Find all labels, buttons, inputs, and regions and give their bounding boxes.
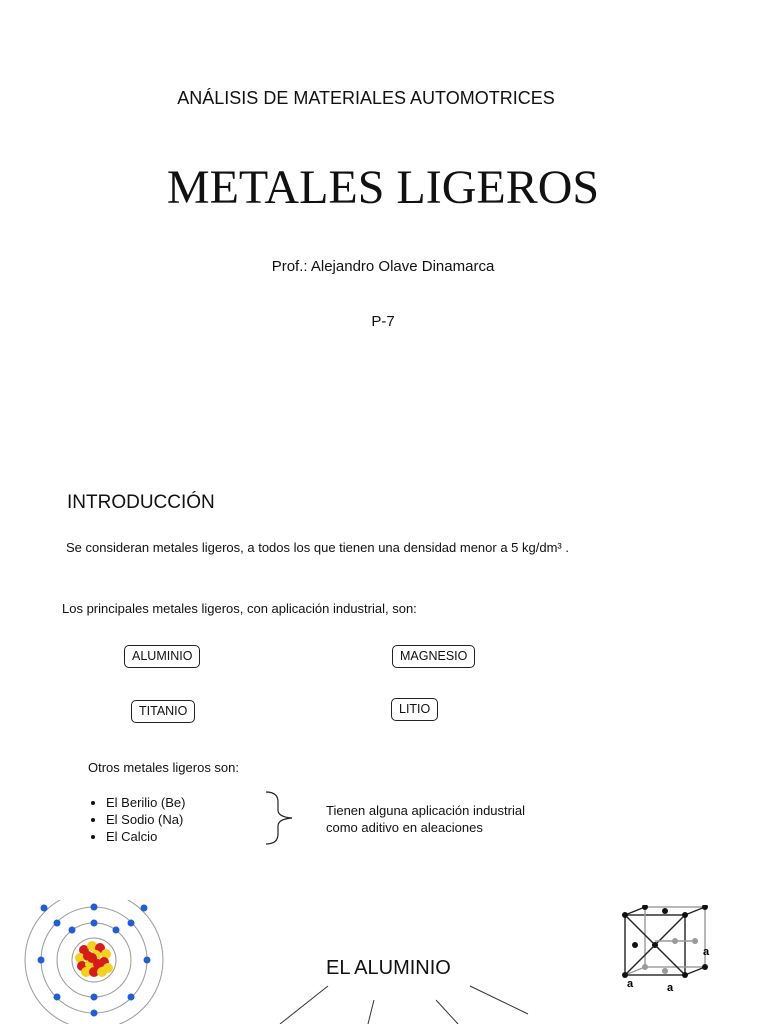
branch-lines [270, 982, 530, 1024]
introduction-heading: INTRODUCCIÓN [67, 492, 215, 513]
lattice-label-a: a [627, 978, 634, 990]
metal-box-litio: LITIO [391, 698, 438, 721]
other-metals-list [88, 794, 185, 845]
curly-brace-icon [262, 790, 296, 846]
course-name: ANÁLISIS DE MATERIALES AUTOMOTRICES [177, 88, 555, 108]
atom-model-icon [22, 900, 172, 1024]
crystal-lattice-icon [615, 905, 715, 995]
list-item: • El Berilio (Be) [106, 794, 185, 811]
list-item: • El Calcio [106, 828, 185, 845]
aluminio-heading: EL ALUMINIO [326, 957, 451, 979]
density-definition: Se consideran metales ligeros, a todos los que tienen una densidad menor a 5 kg/dm³ . [66, 540, 569, 555]
lattice-label-a: a [667, 982, 674, 994]
metal-box-titanio: TITANIO [131, 700, 195, 723]
nucleus-icon [75, 941, 113, 977]
metal-box-magnesio: MAGNESIO [392, 645, 475, 668]
lattice-label-a: a [703, 946, 710, 958]
list-item: • El Sodio (Na) [106, 811, 185, 828]
main-metals-label: Los principales metales ligeros, con aplicación industrial, son: [62, 601, 417, 616]
other-metals-note: Tienen alguna aplicación industrial como aditivo en aleaciones [326, 803, 525, 835]
other-metals-label: Otros metales ligeros son: [88, 760, 240, 775]
document-code: P-7 [371, 313, 395, 330]
document-title: METALES LIGEROS [166, 161, 600, 214]
professor-name: Prof.: Alejandro Olave Dinamarca [271, 258, 495, 275]
metal-box-aluminio: ALUMINIO [124, 645, 200, 668]
